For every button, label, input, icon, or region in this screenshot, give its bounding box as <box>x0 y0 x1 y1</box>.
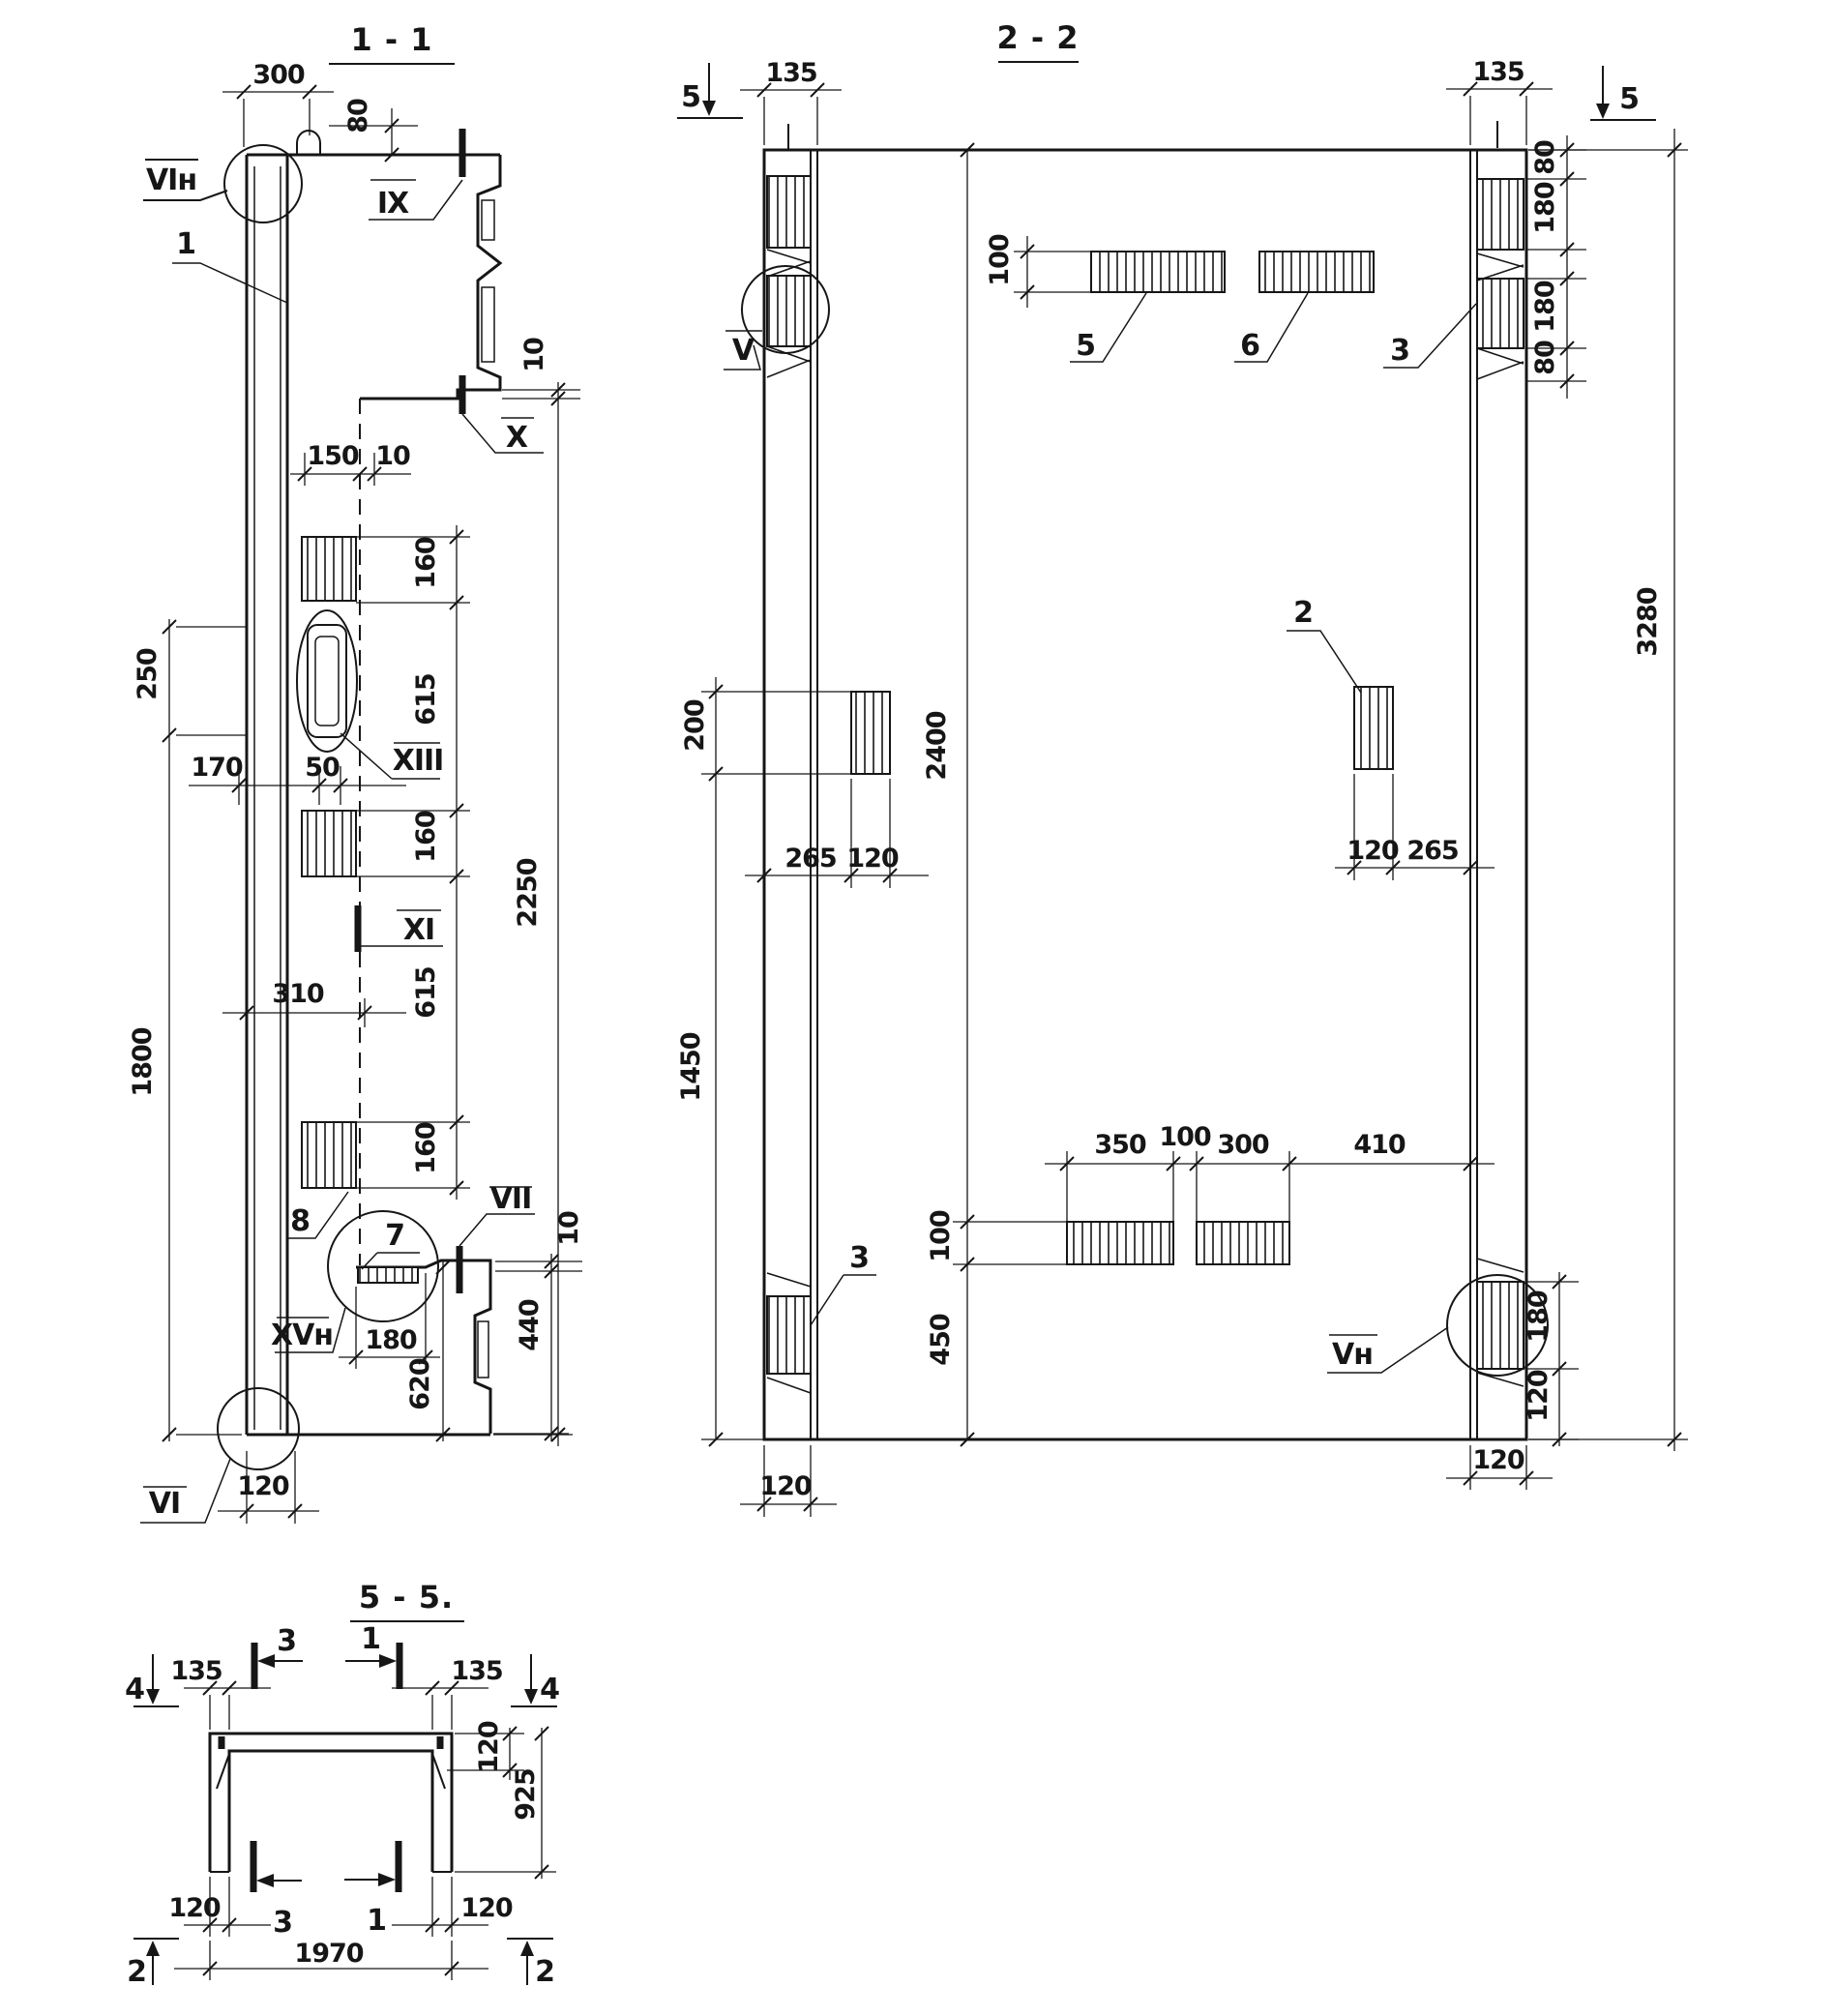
section-title: 5 - 5. <box>358 1579 455 1616</box>
dim-150-10 <box>290 441 411 486</box>
dim-lines <box>169 619 247 1441</box>
dim-text-160a: 160 <box>411 537 441 589</box>
mark-text: XIII <box>392 744 444 778</box>
dim-text-1800: 1800 <box>128 1027 158 1097</box>
left-mid-anchor <box>851 692 890 774</box>
dim-text: 135 <box>765 58 817 88</box>
right-rib-hatch-bottom <box>1477 1282 1524 1369</box>
marker-text: 2 <box>127 1955 146 1989</box>
dim-120-bottom-right <box>392 1877 513 1937</box>
mark-xi <box>358 905 443 952</box>
slot-inner <box>315 637 339 726</box>
dim-text-180b: 180 <box>1530 281 1560 333</box>
mark-text: IX <box>376 187 409 221</box>
dim-text: 3280 <box>1633 587 1663 657</box>
mark-vin-top <box>143 160 227 200</box>
dim-right-stack-bottom <box>1524 1272 1579 1446</box>
dim-text: 120 <box>460 1893 513 1923</box>
label-1 <box>172 227 287 303</box>
dim-120-bottom-right <box>1446 1445 1553 1490</box>
dim-170-50 <box>189 753 406 805</box>
cut-arrow-1-bottom <box>344 1841 399 1938</box>
channel-outer <box>210 1734 452 1872</box>
haunch-diagonals <box>217 1754 445 1789</box>
dim-310 <box>222 979 406 1027</box>
slot-outer <box>308 625 346 737</box>
left-arrow-icon <box>257 1654 275 1668</box>
dim-text: 300 <box>252 60 305 90</box>
dim-lines <box>184 1688 271 1730</box>
wall-inner-lines <box>254 166 281 1430</box>
lifting-loop <box>297 131 320 155</box>
section-1-1 <box>128 21 584 1524</box>
marker-text: 1 <box>367 1904 386 1938</box>
cut-marker-2-right <box>507 1939 554 1989</box>
dim-lines <box>1014 236 1091 308</box>
marker-text: 3 <box>273 1906 292 1940</box>
dim-text: 120 <box>168 1893 221 1923</box>
mark-text: V <box>731 334 755 368</box>
dim-text-100: 100 <box>926 1210 956 1262</box>
dim-lines <box>1446 89 1553 145</box>
down-arrow-icon <box>524 1689 538 1705</box>
cut-marker-2-left <box>127 1939 179 1989</box>
mark-text: XI <box>402 913 435 947</box>
label-text: 2 <box>1293 596 1313 630</box>
label-text: 3 <box>849 1241 869 1275</box>
section-5-5 <box>125 1579 559 1989</box>
mark-xiii <box>340 733 443 779</box>
mark-vn <box>1327 1327 1448 1373</box>
dim-text: 135 <box>451 1656 503 1686</box>
dim-135-right <box>1446 57 1553 145</box>
section-1-1-title <box>329 21 455 64</box>
label-text: 8 <box>290 1204 310 1238</box>
right-arrow-icon <box>378 1873 396 1886</box>
left-rib-wedges <box>767 250 811 1393</box>
dim-120-bottom <box>218 1451 319 1524</box>
dim-text-180: 180 <box>365 1325 417 1355</box>
detail-circle-vi-top <box>224 145 302 222</box>
dim-text: 80 <box>343 99 373 133</box>
label-6 <box>1234 293 1308 363</box>
dim-265-120-left <box>745 779 929 888</box>
foot-notch-inner <box>478 1321 488 1378</box>
dim-text: 135 <box>1472 57 1524 87</box>
dim-text-180a: 180 <box>1530 182 1560 234</box>
top-strip-6 <box>1259 252 1374 292</box>
down-arrow-icon <box>146 1689 160 1705</box>
top-strip-5 <box>1091 252 1225 292</box>
notch-inner-lines <box>482 200 494 362</box>
dim-1970 <box>174 1939 488 1980</box>
section-title: 1 - 1 <box>350 21 433 58</box>
label-3-bottom <box>811 1241 876 1325</box>
down-arrow-icon <box>1596 104 1610 119</box>
section-5-5-title <box>350 1579 464 1621</box>
marker-text: 5 <box>1619 82 1639 116</box>
dim-text-615b: 615 <box>411 966 441 1019</box>
dim-100-top <box>985 234 1091 308</box>
left-rib-hatch-1 <box>767 176 811 248</box>
dim-440 <box>493 1211 584 1441</box>
cut-marker-5-left <box>677 63 743 118</box>
right-mid-anchor <box>1354 687 1393 769</box>
left-rib-hatch-bottom <box>767 1296 811 1374</box>
label-7 <box>362 1219 420 1269</box>
right-rib-hatch-1 <box>1477 179 1524 250</box>
dim-text: 135 <box>170 1656 222 1686</box>
dim-text-620: 620 <box>405 1358 435 1410</box>
dim-text-180: 180 <box>1524 1290 1554 1343</box>
up-arrow-icon <box>146 1941 160 1956</box>
dim-text: 100 <box>985 234 1015 286</box>
marker-text: 2 <box>535 1955 554 1989</box>
label-2 <box>1287 596 1361 693</box>
mark-text: X <box>505 421 528 455</box>
right-rib-hatch-2 <box>1477 279 1524 348</box>
dim-2400-100-450 <box>922 143 1067 1446</box>
dim-text-120: 120 <box>1347 836 1399 866</box>
dim-text-410: 410 <box>1353 1130 1406 1160</box>
anchor-hatch-1 <box>302 537 356 601</box>
cut-arrow-3-top <box>254 1624 303 1689</box>
dim-text-120: 120 <box>846 844 899 874</box>
dim-text: 120 <box>759 1471 812 1501</box>
marker-text: 4 <box>540 1673 559 1706</box>
dim-text: 925 <box>511 1768 541 1821</box>
cut-marker-5-right <box>1590 66 1656 120</box>
down-arrow-icon <box>702 101 716 116</box>
label-leader <box>1287 631 1361 693</box>
rebar-cut-ticks <box>222 1736 440 1749</box>
dim-text-450: 450 <box>926 1314 956 1366</box>
label-3-top <box>1383 304 1476 368</box>
dim-text: 120 <box>1472 1445 1524 1475</box>
dim-text-10: 10 <box>554 1211 584 1246</box>
mark-vii <box>459 1182 535 1293</box>
dim-text-615a: 615 <box>411 673 441 726</box>
mark-text: VIн <box>145 163 197 197</box>
dim-text-150: 150 <box>307 441 359 471</box>
section-2-2 <box>676 19 1688 1517</box>
up-arrow-icon <box>520 1941 534 1956</box>
dim-text-2400: 2400 <box>922 711 952 781</box>
dim-lines <box>1045 1151 1495 1222</box>
dim-text-440: 440 <box>515 1299 545 1351</box>
dim-120-bottom-left <box>740 1445 837 1517</box>
dim-text-160b: 160 <box>411 811 441 863</box>
mark-text: XVн <box>270 1319 334 1352</box>
label-text: 7 <box>385 1219 404 1253</box>
dim-text-120: 120 <box>237 1471 289 1501</box>
anchor-hatch-2 <box>302 811 356 876</box>
label-text: 6 <box>1240 329 1259 363</box>
dim-text-350: 350 <box>1094 1130 1146 1160</box>
dim-text: 120 <box>474 1721 504 1773</box>
dim-text-80b: 80 <box>1530 341 1560 375</box>
label-8 <box>286 1192 348 1238</box>
left-rib-hatch-2 <box>767 276 811 346</box>
detail-oval-xiii <box>297 610 357 752</box>
dim-text-300: 300 <box>1217 1130 1269 1160</box>
dim-250-1800 <box>128 619 247 1441</box>
right-arrow-icon <box>379 1654 397 1668</box>
dim-text-310: 310 <box>272 979 324 1009</box>
marker-text: 5 <box>681 80 700 114</box>
dim-text-2250: 2250 <box>513 858 543 928</box>
mark-vi-bottom <box>140 1459 230 1523</box>
dim-text-120: 120 <box>1524 1370 1554 1422</box>
label-text: 5 <box>1076 329 1095 363</box>
dim-80 <box>329 99 418 162</box>
marker-text: 1 <box>361 1622 380 1656</box>
mark-x <box>462 375 544 455</box>
mark-ix <box>369 129 462 221</box>
dim-lines <box>740 90 842 145</box>
dim-lines <box>222 92 334 147</box>
section-title: 2 - 2 <box>996 19 1080 56</box>
anchor-hatch-3 <box>302 1122 356 1188</box>
label-text: 1 <box>176 227 195 261</box>
dim-lines <box>455 1728 556 1879</box>
dim-text-160c: 160 <box>411 1122 441 1174</box>
dim-text: 1970 <box>294 1939 364 1969</box>
dim-text-170: 170 <box>191 753 243 783</box>
marker-text: 4 <box>125 1673 144 1706</box>
dim-text-250: 250 <box>133 648 163 700</box>
marker-text: 3 <box>277 1624 296 1658</box>
dim-135-right <box>392 1656 503 1730</box>
label-leader <box>811 1275 876 1325</box>
dim-right-column <box>356 525 470 1200</box>
dim-text-80a: 80 <box>1530 140 1560 175</box>
dim-right-stack-top <box>1525 135 1586 399</box>
right-rib-wedges <box>1477 253 1524 1386</box>
dim-text-1450: 1450 <box>676 1032 706 1102</box>
left-arrow-icon <box>256 1874 274 1887</box>
mark-lines <box>462 414 544 453</box>
label-text: 3 <box>1390 334 1409 368</box>
mark-text: Vн <box>1332 1338 1373 1372</box>
dim-text-10: 10 <box>375 441 410 471</box>
section-2-2-title <box>996 19 1079 62</box>
cut-marker-4-right <box>511 1654 559 1706</box>
label-5 <box>1070 293 1146 363</box>
cut-arrow-1-top <box>345 1622 400 1689</box>
dim-bottom-strips <box>1045 1122 1495 1222</box>
dim-925 <box>455 1727 556 1879</box>
dim-2250 <box>493 338 580 1446</box>
dim-text-200: 200 <box>680 699 710 752</box>
label-leader <box>172 263 287 303</box>
rib-centerline-ticks <box>788 121 1497 150</box>
dim-text-100: 100 <box>1159 1122 1211 1152</box>
ledge-hatch-strip <box>358 1267 418 1283</box>
bottom-strip-left <box>1067 1222 1173 1264</box>
dim-lines <box>745 779 929 888</box>
mark-xvn <box>271 1308 345 1352</box>
dim-text-50: 50 <box>305 753 340 783</box>
mark-text: VI <box>148 1487 181 1521</box>
dim-text-10-step: 10 <box>519 338 549 372</box>
bottom-strip-right <box>1197 1222 1289 1264</box>
mark-text: VII <box>489 1182 532 1216</box>
dim-lines <box>329 108 418 155</box>
dim-135-left <box>740 58 842 145</box>
dim-lines <box>953 150 1067 1439</box>
dim-text-265: 265 <box>784 844 837 874</box>
mark-v <box>724 331 762 370</box>
dim-text-265: 265 <box>1406 836 1459 866</box>
